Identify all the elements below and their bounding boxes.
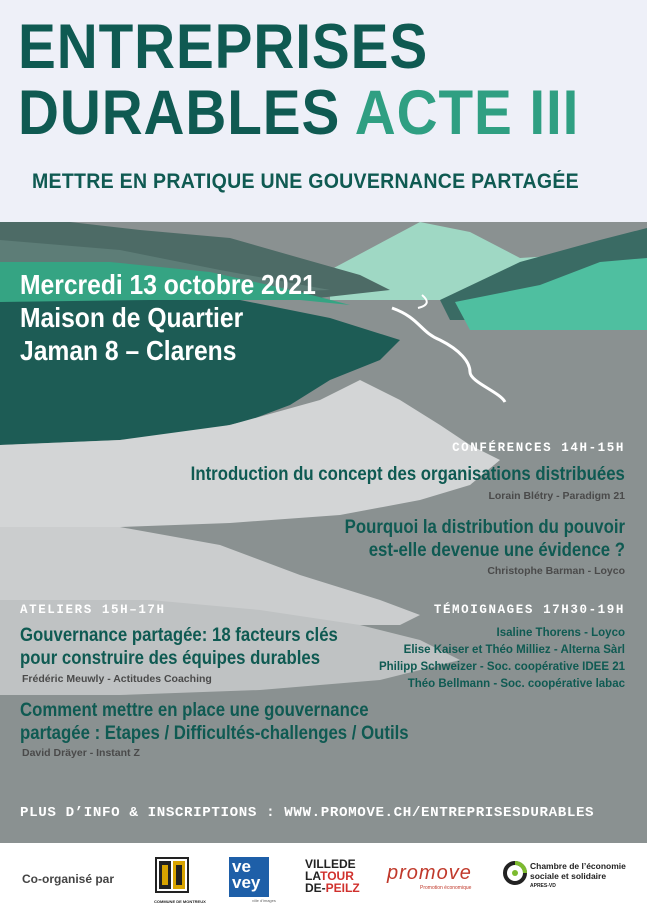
- conference-title-2b: est-elle devenue une évidence ?: [368, 539, 625, 561]
- chambre-text: [530, 861, 626, 891]
- event-details: [20, 268, 316, 367]
- latour-tour: TOUR: [320, 869, 354, 883]
- chambre-line-2: sociale et solidaire: [530, 871, 607, 881]
- latour-line-3: [305, 882, 360, 894]
- atelier-speaker-2: David Dräyer - Instant Z: [22, 747, 140, 759]
- atelier-title-1b: pour construire des équipes durables: [20, 647, 321, 669]
- info-link[interactable]: PLUS D’INFO & INSCRIPTIONS : WWW.PROMOVE.CH/ENTREPRISESDURABLES: [20, 805, 595, 821]
- temoin-1: Isaline Thorens - Loyco: [496, 627, 625, 639]
- title-line-1: ENTREPRISES: [18, 12, 429, 82]
- montreux-crest-icon: [154, 856, 190, 894]
- chambre-logo: [502, 860, 528, 886]
- vevey-ve: ve: [232, 857, 251, 876]
- conference-title-2a: Pourquoi la distribution du pouvoir: [344, 516, 625, 538]
- atelier-speaker-1: Frédéric Meuwly - Actitudes Coaching: [22, 673, 212, 685]
- latour-peilz: PEILZ: [325, 881, 360, 895]
- title-durables: DURABLES: [18, 78, 341, 148]
- atelier-title-1a: Gouvernance partagée: 18 facteurs clés: [20, 624, 338, 646]
- vevey-vey: vey: [232, 873, 261, 892]
- atelier-title-2b: partagée : Etapes / Difficultés-challenges / Outils: [20, 722, 409, 744]
- coorganise-label: Co-organisé par: [22, 872, 115, 886]
- vevey-sub: ville d'images: [252, 898, 276, 903]
- temoignages-list: [379, 625, 625, 693]
- latour-logo: [305, 858, 360, 894]
- conference-speaker-1: Lorain Blétry - Paradigm 21: [488, 490, 625, 502]
- conference-title-1: Introduction du concept des organisations distribuées: [190, 463, 625, 485]
- promove-logo: promove: [387, 862, 472, 884]
- temoin-2: Elise Kaiser et Théo Milliez - Alterna Sàrl: [403, 644, 625, 656]
- conference-speaker-2: Christophe Barman - Loyco: [487, 565, 625, 577]
- montreux-text: COMMUNE DE MONTREUX: [154, 899, 206, 904]
- event-date: Mercredi 13 octobre 2021: [20, 269, 316, 300]
- ateliers-heading: ATELIERS 15H–17H: [20, 603, 166, 617]
- temoin-3: Philipp Schweizer - Soc. coopérative IDEE 21: [378, 661, 625, 673]
- title-line-2: [18, 80, 579, 146]
- chambre-line-3: APRES-VD: [530, 883, 556, 889]
- title-acte: ACTE III: [354, 78, 580, 148]
- event-venue: Maison de Quartier: [20, 302, 244, 333]
- temoignages-heading: TÉMOIGNAGES 17H30-19H: [433, 603, 625, 617]
- latour-line-1: VILLEDE: [305, 857, 356, 871]
- montreux-logo: [154, 856, 206, 904]
- promove-sub: Promotion économique: [420, 885, 472, 891]
- vevey-logo: [229, 857, 269, 897]
- chambre-line-1: Chambre de l’économie: [530, 861, 626, 871]
- latour-de: DE-: [305, 881, 326, 895]
- latour-la: LA: [305, 869, 321, 883]
- conferences-heading: CONFÉRENCES 14H-15H: [452, 441, 625, 455]
- chambre-swirl-icon: [502, 860, 528, 886]
- event-address: Jaman 8 – Clarens: [20, 335, 237, 366]
- atelier-title-2a: Comment mettre en place une gouvernance: [20, 699, 369, 721]
- temoin-4: Théo Bellmann - Soc. coopérative labac: [407, 678, 625, 690]
- poster-title: [18, 14, 579, 146]
- poster-subtitle: METTRE EN PRATIQUE UNE GOUVERNANCE PARTAGÉE: [32, 170, 579, 193]
